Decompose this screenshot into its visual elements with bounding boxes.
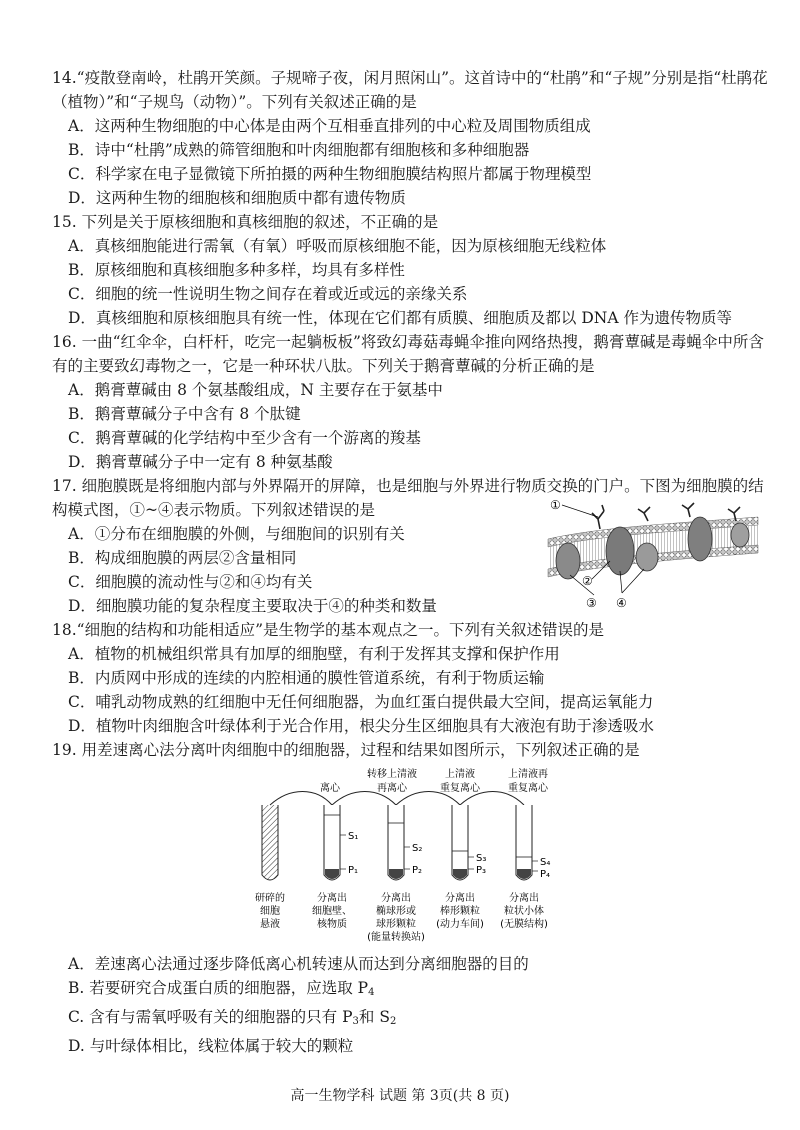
- question-stem: 19. 用差速离心法分离叶肉细胞中的细胞器，过程和结果如图所示，下列叙述正确的是: [52, 741, 640, 759]
- question-stem: 16. 一曲“红伞伞，白杆杆，吃完一起躺板板”将致幻毒菇毒蝇伞推向网络热搜，鹅膏蕈碱是毒蝇伞中所含有的主要致幻毒物之一，它是一种环状八肽。下列关于鹅膏蕈碱的分析正确的是: [52, 333, 764, 375]
- option-a: A．①分布在细胞膜的外侧，与细胞间的识别有关: [68, 525, 405, 543]
- option-a: A．真核细胞能进行需氧（有氧）呼吸而原核细胞不能，因为原核细胞无线粒体: [68, 237, 607, 255]
- caption-tube4-2: 粒状小体: [504, 906, 544, 917]
- option-c: C．细胞的统一性说明生物之间存在着或近或远的亲缘关系: [68, 285, 468, 303]
- caption-tube1-1: 分离出: [317, 893, 347, 904]
- question-19: [52, 738, 772, 762]
- label-p3: P₃: [476, 865, 487, 876]
- step-label-repeat: 重复离心: [440, 783, 480, 794]
- question-14: [52, 66, 772, 210]
- step-label-supernatant: 上清液: [445, 769, 475, 780]
- caption-tube1-3: 核物质: [317, 919, 347, 930]
- caption-tube2-2: 椭球形或: [376, 906, 416, 917]
- option-c: C. 含有与需氧呼吸有关的细胞器的只有 $P_3$和 $S_2$: [68, 1008, 397, 1027]
- centrifugation-figure: [240, 765, 575, 945]
- option-d: D．植物叶肉细胞含叶绿体利于光合作用，根尖分生区细胞具有大液泡有助于渗透吸水: [68, 717, 654, 735]
- step-label-centrifuge: 离心: [320, 783, 340, 794]
- question-18: [52, 618, 772, 738]
- caption-tube3-2: 棒形颗粒: [440, 906, 480, 917]
- option-b: B．构成细胞膜的两层②含量相同: [68, 549, 297, 567]
- caption-tube3-1: 分离出: [445, 893, 475, 904]
- caption-tube2-3: 球形颗粒: [376, 919, 416, 930]
- option-d: D．真核细胞和原核细胞具有统一性，体现在它们都有质膜、细胞质及都以 DNA 作为遗传物质等: [68, 309, 732, 327]
- label-s2: S₂: [412, 843, 423, 854]
- caption-tube0-3: 悬液: [260, 919, 280, 930]
- glycoprotein-chain-3: [682, 503, 694, 517]
- label-p1: P₁: [348, 865, 359, 876]
- protein-4: [688, 517, 712, 561]
- option-d: D．细胞膜功能的复杂程度主要取决于④的种类和数量: [68, 597, 437, 615]
- option-a: A．这两种生物细胞的中心体是由两个互相垂直排列的中心粒及周围物质组成: [68, 117, 591, 135]
- protein-5: [731, 523, 749, 547]
- question-stem: 18.“细胞的结构和功能相适应”是生物学的基本观点之一。下列有关叙述错误的是: [52, 621, 605, 639]
- caption-tube2-4: (能量转换站): [367, 932, 425, 943]
- option-c: C．鹅膏蕈碱的化学结构中至少含有一个游离的羧基: [68, 429, 421, 447]
- step-label-repeat-again: 重复离心: [508, 783, 548, 794]
- question-stem: 14.“疫散登南岭，杜鹃开笑颜。子规啼子夜，闲月照闲山”。这首诗中的“杜鹃”和“子规”分别是指“杜鹃花（植物）”和“子规鸟（动物）”。下列有关叙述正确的是: [52, 69, 768, 111]
- label-3: ③: [586, 596, 597, 610]
- option-d: D．这两种生物的细胞核和细胞质中都有遗传物质: [68, 189, 406, 207]
- option-c: C．哺乳动物成熟的红细胞中无任何细胞器，为血红蛋白提供最大空间，提高运氧能力: [68, 693, 654, 711]
- protein-3: [636, 543, 658, 571]
- step-label-transfer: 转移上清液: [367, 769, 417, 780]
- caption-tube4-1: 分离出: [509, 893, 539, 904]
- protein-1: [556, 543, 580, 579]
- label-s3: S₃: [476, 853, 487, 864]
- question-19-options: [52, 952, 772, 1058]
- option-d: D. 与叶绿体相比，线粒体属于较大的颗粒: [68, 1037, 354, 1055]
- label-p2: P₂: [412, 865, 423, 876]
- label-1: ①: [550, 498, 561, 512]
- caption-tube1-2: 细胞壁、: [312, 906, 352, 917]
- tube-suspension: [262, 805, 278, 880]
- option-c: C．细胞膜的流动性与②和④均有关: [68, 573, 313, 591]
- question-16: [52, 330, 772, 474]
- label-4: ④: [616, 596, 627, 610]
- step-label-recentrifuge: 再离心: [377, 783, 407, 794]
- option-b: B．原核细胞和真核细胞多种多样，均具有多样性: [68, 261, 405, 279]
- option-b: B．鹅膏蕈碱分子中含有 8 个肽键: [68, 405, 301, 423]
- option-c: C．科学家在电子显微镜下所拍摄的两种生物细胞膜结构照片都属于物理模型: [68, 165, 592, 183]
- tube-4: [516, 805, 532, 880]
- step-label-supernatant-again: 上清液再: [508, 769, 548, 780]
- tube-1: [324, 805, 340, 880]
- protein-2: [606, 527, 634, 575]
- option-b: B．诗中“杜鹃”成熟的筛管细胞和叶肉细胞都有细胞核和多种细胞器: [68, 141, 530, 159]
- label-s4: S₄: [540, 857, 551, 868]
- leader-line-1: [562, 505, 598, 517]
- question-stem: 15. 下列是关于原核细胞和真核细胞的叙述，不正确的是: [52, 213, 439, 231]
- page-footer: 高一生物学科 试题 第 3页(共 8 页): [290, 1088, 510, 1104]
- caption-tube4-3: (无膜结构): [500, 919, 548, 930]
- option-d: D．鹅膏蕈碱分子中一定有 8 种氨基酸: [68, 453, 333, 471]
- option-a: A．鹅膏蕈碱由 8 个氨基酸组成，N 主要存在于氨基中: [68, 381, 443, 399]
- tube-3: [452, 805, 468, 880]
- label-p4: P₄: [540, 869, 551, 880]
- question-stem: 17. 细胞膜既是将细胞内部与外界隔开的屏障，也是细胞与外界进行物质交换的门户。下图为细胞膜的结构模式图，①~④表示物质。下列叙述错误的是: [52, 477, 764, 519]
- caption-tube0-2: 细胞: [260, 906, 280, 917]
- caption-tube3-3: (动力车间): [436, 919, 484, 930]
- caption-tube2-1: 分离出: [381, 893, 411, 904]
- option-b: B．内质网中形成的连续的内腔相通的膜性管道系统，有利于物质运输: [68, 669, 545, 687]
- glycoprotein-chain-2: [638, 507, 650, 521]
- label-2: ②: [582, 574, 593, 588]
- question-15: [52, 210, 772, 330]
- option-a: A．植物的机械组织常具有加厚的细胞壁，有利于发挥其支撑和保护作用: [68, 645, 560, 663]
- option-b: B. 若要研究合成蛋白质的细胞器，应选取 $P_4$: [68, 979, 375, 998]
- tube-2: [388, 805, 404, 880]
- label-s1: S₁: [348, 831, 359, 842]
- cell-membrane-figure: [540, 495, 765, 617]
- option-a: A．差速离心法通过逐步降低离心机转速从而达到分离细胞器的目的: [68, 955, 529, 973]
- caption-tube0-1: 研碎的: [255, 893, 285, 904]
